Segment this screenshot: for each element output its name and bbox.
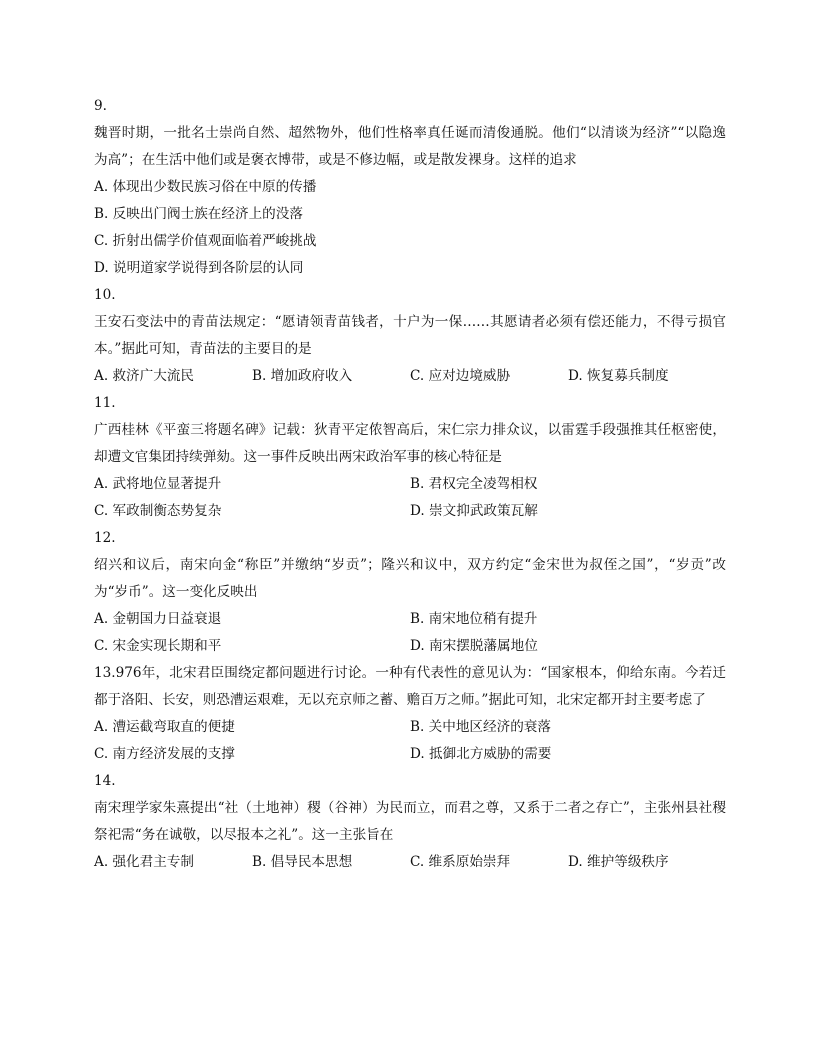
question-9 <box>94 93 726 282</box>
question-14 <box>94 768 726 876</box>
option-a: A. 强化君主专制 <box>94 854 195 870</box>
option-d: D. 说明道家学说得到各阶层的认同 <box>94 260 304 276</box>
option-a: A. 武将地位显著提升 <box>94 476 222 492</box>
option-a: A. 漕运截弯取直的便捷 <box>94 719 235 735</box>
option-a: A. 金朝国力日益衰退 <box>94 611 222 627</box>
question-number: 12. <box>94 530 116 546</box>
question-stem: 王安石变法中的青苗法规定：“愿请领青苗钱者，十户为一保……其愿请者必须有偿还能力，不得亏损官本。”据此可知，青苗法的主要目的是 <box>94 314 726 357</box>
option-grid <box>94 606 726 660</box>
option-d: D. 崇文抑武政策瓦解 <box>410 503 538 519</box>
question-stem: 广西桂林《平蛮三将题名碑》记载：狄青平定侬智高后，宋仁宗力排众议，以雷霆手段强推其任枢密使，却遭文官集团持续弹劾。这一事件反映出两宋政治军事的核心特征是 <box>94 422 726 465</box>
option-d: D. 恢复募兵制度 <box>568 368 669 384</box>
option-b: B. 君权完全凌驾相权 <box>410 476 538 492</box>
question-number: 14. <box>94 773 116 789</box>
option-c: C. 南方经济发展的支撑 <box>94 746 235 762</box>
question-12 <box>94 525 726 660</box>
option-grid <box>94 714 726 768</box>
option-b: B. 反映出门阀士族在经济上的没落 <box>94 206 303 222</box>
question-10 <box>94 282 726 390</box>
option-c: C. 折射出儒学价值观面临着严峻挑战 <box>94 233 317 249</box>
question-number: 10. <box>94 287 116 303</box>
option-b: B. 增加政府收入 <box>252 368 353 384</box>
option-c: C. 宋金实现长期和平 <box>94 638 222 654</box>
question-13 <box>94 660 726 768</box>
option-b: B. 南宋地位稍有提升 <box>410 611 538 627</box>
option-c: C. 维系原始崇拜 <box>410 854 511 870</box>
option-d: D. 抵御北方威胁的需要 <box>410 746 552 762</box>
option-a: A. 体现出少数民族习俗在中原的传播 <box>94 179 317 195</box>
option-b: B. 关中地区经济的衰落 <box>410 719 551 735</box>
option-row <box>94 849 726 876</box>
question-11 <box>94 390 726 525</box>
option-grid <box>94 471 726 525</box>
question-stem: 魏晋时期，一批名士崇尚自然、超然物外，他们性格率真任诞而清俊通脱。他们“以清谈为经济”“以隐逸为高”；在生活中他们或是褒衣博带，或是不修边幅，或是散发裸身。这样的追求 <box>94 125 726 168</box>
option-d: D. 维护等级秩序 <box>568 854 669 870</box>
question-stem: 绍兴和议后，南宋向金“称臣”并缴纳“岁贡”；隆兴和议中，双方约定“金宋世为叔侄之国”，“岁贡”改为“岁币”。这一变化反映出 <box>94 557 726 600</box>
option-a: A. 救济广大流民 <box>94 368 195 384</box>
question-number: 9. <box>94 98 107 114</box>
option-d: D. 南宋摆脱藩属地位 <box>410 638 538 654</box>
question-stem: 南宋理学家朱熹提出“社（土地神）稷（谷神）为民而立，而君之尊，又系于二者之存亡”，主张州县社稷祭祀需“务在诚敬，以尽报本之礼”。这一主张旨在 <box>94 800 726 843</box>
option-c: C. 军政制衡态势复杂 <box>94 503 222 519</box>
question-stem: 13.976年，北宋君臣围绕定都问题进行讨论。一种有代表性的意见认为：“国家根本，仰给东南。今若迁都于洛阳、长安，则恐漕运艰难，无以充京师之蓄、赡百万之师。”据此可知，北宋定都开封主要考虑了 <box>94 665 726 708</box>
option-row <box>94 363 726 390</box>
question-number: 11. <box>94 395 116 411</box>
option-c: C. 应对边境威胁 <box>410 368 511 384</box>
option-b: B. 倡导民本思想 <box>252 854 353 870</box>
question-list <box>94 93 726 876</box>
